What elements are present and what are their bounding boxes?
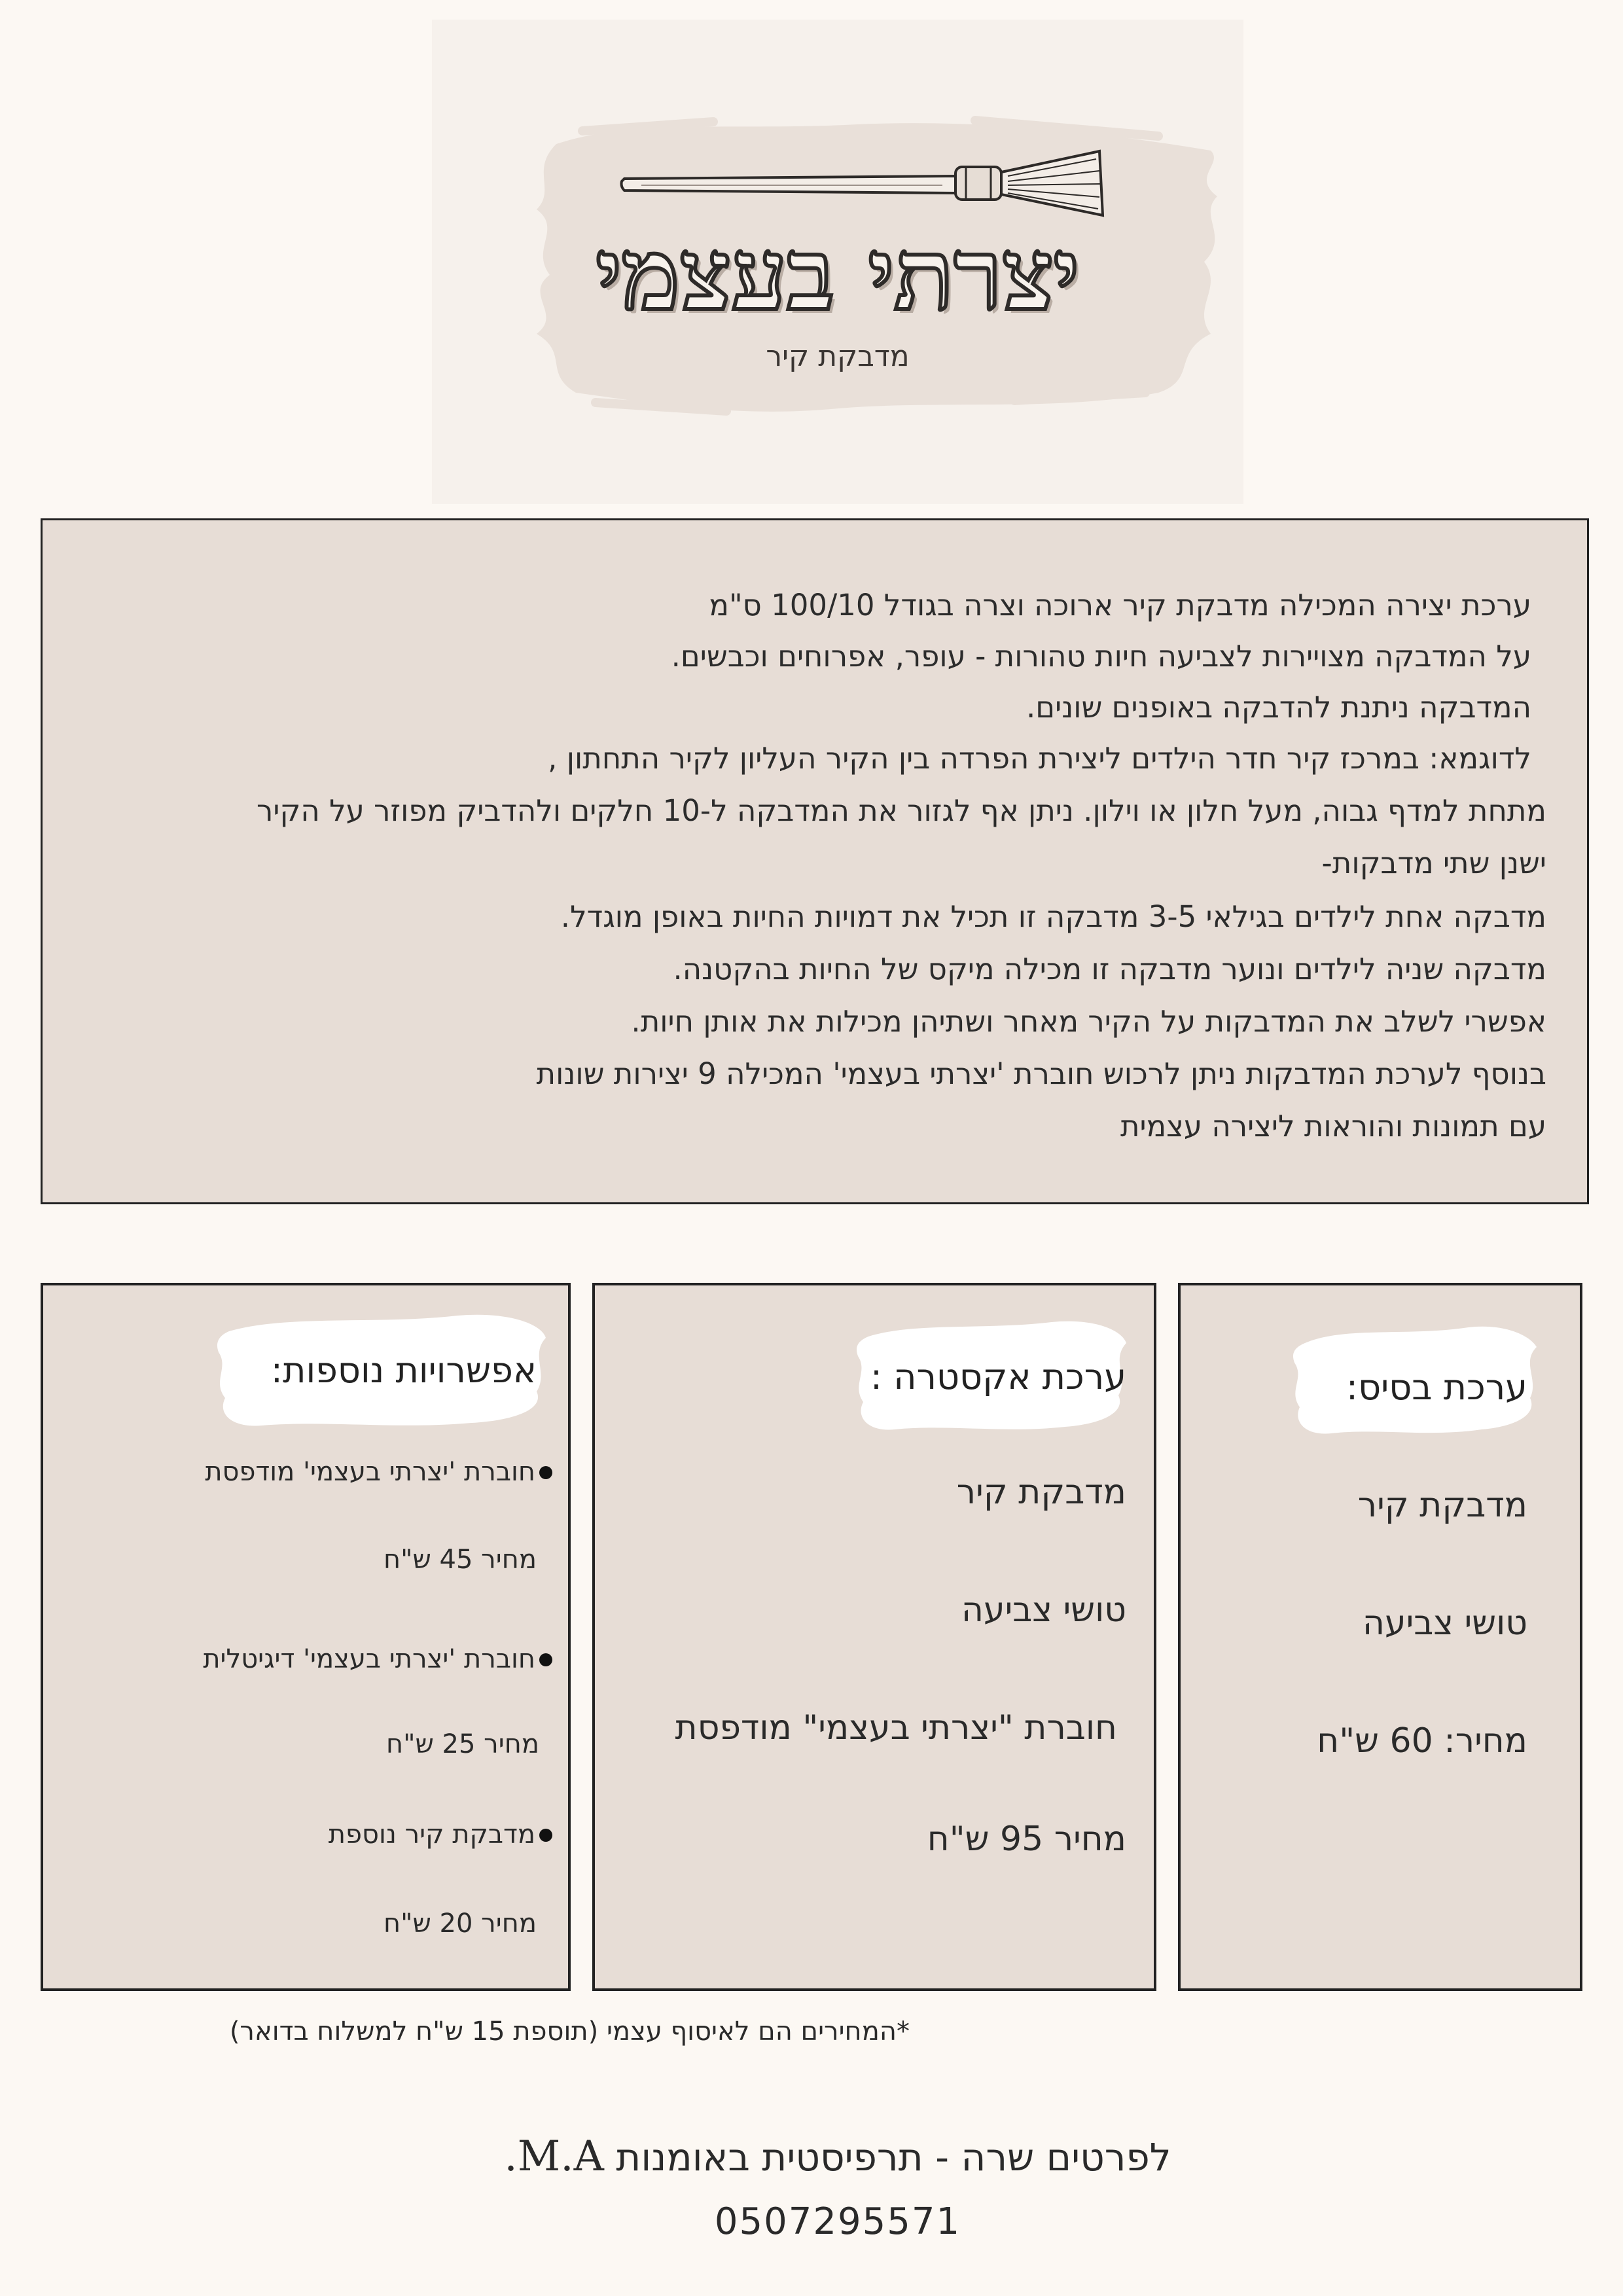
option-item-price: מחיר 45 ש"ח (383, 1545, 537, 1575)
extra-package-price: מחיר 95 ש"ח (927, 1820, 1126, 1859)
paintbrush-icon (615, 147, 1106, 219)
options-package-card (41, 1283, 571, 1991)
phone-number: 0507295571 (714, 2200, 961, 2243)
description-line: מדבקה אחת לילדים בגילאי 3-5 מדבקה זו תכיל את דמויות החיות באופן מוגדל. (560, 899, 1546, 934)
extra-package-item: חוברת "יצרתי בעצמי" מודפסת (675, 1708, 1117, 1748)
description-line: על המדבקה מצויירות לצביעה חיות טהורות - עופר, אפרוחים וכבשים. (671, 639, 1531, 673)
price-note: *המחירים הם לאיסוף עצמי (תוספת 15 ש"ח למשלוח בדואר) (229, 2017, 910, 2047)
bullet-icon (539, 1829, 552, 1842)
option-item-name: מדבקת קיר נוספת (328, 1820, 535, 1850)
description-line: ערכת יצירה המכילה מדבקת קיר ארוכה וצרה בגודל 100/10 ס"מ (709, 588, 1531, 622)
extra-package-item: טושי צביעה (961, 1590, 1126, 1630)
basic-package-title: ערכת בסיס: (1346, 1367, 1527, 1408)
option-item-name: חוברת 'יצרתי בעצמי' מודפסת (205, 1457, 535, 1487)
description-line: המדבקה ניתנת להדבקה באופנים שונים. (1026, 690, 1531, 725)
contact-text: לפרטים שרה - תרפיסטית באומנות (616, 2135, 1171, 2179)
extra-package-item: מדבקת קיר (956, 1473, 1126, 1512)
description-line: עם תמונות והוראות ליצירה עצמית (1120, 1109, 1546, 1143)
initials: M.A. (504, 2132, 604, 2181)
description-line: מתחת למדף גבוה, מעל חלון או וילון. ניתן אף לגזור את המדבקה ל-10 חלקים ולהדביק מפוזר על הקיר (256, 793, 1546, 828)
basic-package-item: מדבקת קיר (1357, 1486, 1527, 1525)
description-line: בנוסף לערכת המדבקות ניתן לרכוש חוברת 'יצרתי בעצמי' המכילה 9 יצירות שונות (536, 1056, 1546, 1091)
extra-package-card (592, 1283, 1156, 1991)
options-title: אפשרויות נוספות: (270, 1350, 537, 1391)
logo-subtitle: מדבקת קיר (766, 340, 910, 373)
bullet-icon (539, 1466, 552, 1479)
basic-package-card (1178, 1283, 1582, 1991)
description-line: לדוגמא: במרכז קיר חדר הילדים ליצירת הפרדה בין הקיר העליון לקיר התחתון , (548, 741, 1531, 776)
bullet-icon (539, 1653, 552, 1666)
description-line: מדבקה שניה לילדים ונוער מדבקה זו מכילה מיקס של החיות בהקטנה. (673, 952, 1546, 986)
option-item-name: חוברת 'יצרתי בעצמי' דיגיטלית (203, 1644, 535, 1674)
logo-title: יצרתי בעצמי (596, 217, 1080, 332)
extra-package-title: ערכת אקסטרה : (870, 1356, 1126, 1397)
contact-line (458, 2127, 1217, 2187)
option-item-price: מחיר 25 ש"ח (385, 1729, 539, 1759)
option-item-price: מחיר 20 ש"ח (383, 1909, 537, 1939)
description-line: ישנן שתי מדבקות- (1321, 846, 1546, 880)
description-box (41, 518, 1589, 1204)
basic-package-item: טושי צביעה (1363, 1604, 1527, 1643)
description-line: אפשרי לשלב את המדבקות על הקיר מאחר ושתיהן מכילות את אותן חיות. (631, 1004, 1546, 1039)
basic-package-price: מחיר: 60 ש"ח (1317, 1721, 1527, 1761)
